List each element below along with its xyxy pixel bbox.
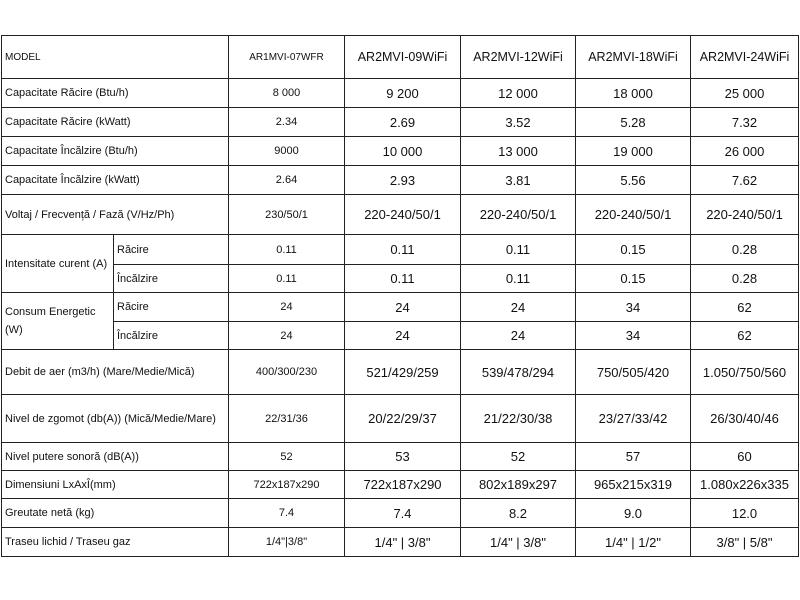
table-row xyxy=(2,79,799,108)
table-cell: 19 000 xyxy=(576,137,691,166)
table-cell: 20/22/29/37 xyxy=(345,395,461,443)
table-cell: 1/4" | 3/8" xyxy=(345,528,461,557)
table-cell: 1/4" | 1/2" xyxy=(576,528,691,557)
model-name: AR1MVI-07WFR xyxy=(229,36,345,79)
table-cell: 62 xyxy=(691,293,799,322)
table-row xyxy=(2,443,799,471)
row-label: Capacitate Răcire (Btu/h) xyxy=(2,79,229,108)
table-row xyxy=(2,108,799,137)
table-cell: 24 xyxy=(229,322,345,350)
table-cell: 0.11 xyxy=(345,265,461,293)
table-cell: 57 xyxy=(576,443,691,471)
table-cell: 1.080x226x335 xyxy=(691,471,799,499)
table-cell: 8 000 xyxy=(229,79,345,108)
table-cell: 21/22/30/38 xyxy=(461,395,576,443)
row-label: Voltaj / Frecvență / Fază (V/Hz/Ph) xyxy=(2,195,229,235)
table-cell: 400/300/230 xyxy=(229,350,345,395)
table-cell: 539/478/294 xyxy=(461,350,576,395)
table-cell: 3.81 xyxy=(461,166,576,195)
model-header: MODEL xyxy=(2,36,229,79)
table-cell: 24 xyxy=(345,322,461,350)
row-label: Capacitate Încălzire (kWatt) xyxy=(2,166,229,195)
table-cell: 53 xyxy=(345,443,461,471)
table-cell: 7.4 xyxy=(229,499,345,528)
table-cell: 24 xyxy=(345,293,461,322)
table-cell: 5.28 xyxy=(576,108,691,137)
table-cell: 0.11 xyxy=(461,235,576,265)
row-sub-label: Încălzire xyxy=(114,322,229,350)
table-cell: 34 xyxy=(576,293,691,322)
table-cell: 2.64 xyxy=(229,166,345,195)
table-cell: 9000 xyxy=(229,137,345,166)
row-sub-label: Încălzire xyxy=(114,265,229,293)
table-row xyxy=(2,166,799,195)
row-label: Greutate netă (kg) xyxy=(2,499,229,528)
table-cell: 7.62 xyxy=(691,166,799,195)
row-label: Debit de aer (m3/h) (Mare/Medie/Mică) xyxy=(2,350,229,395)
table-cell: 722x187x290 xyxy=(345,471,461,499)
table-cell: 62 xyxy=(691,322,799,350)
table-cell: 0.28 xyxy=(691,265,799,293)
table-cell: 2.93 xyxy=(345,166,461,195)
table-cell: 26 000 xyxy=(691,137,799,166)
table-cell: 722x187x290 xyxy=(229,471,345,499)
table-cell: 0.11 xyxy=(461,265,576,293)
table-cell: 34 xyxy=(576,322,691,350)
table-cell: 10 000 xyxy=(345,137,461,166)
table-row xyxy=(2,528,799,557)
table-cell: 0.11 xyxy=(345,235,461,265)
table-cell: 24 xyxy=(461,293,576,322)
table-cell: 965x215x319 xyxy=(576,471,691,499)
row-label: Dimensiuni LxAxÎ(mm) xyxy=(2,471,229,499)
row-label: Capacitate Răcire (kWatt) xyxy=(2,108,229,137)
table-cell: 220-240/50/1 xyxy=(345,195,461,235)
table-cell: 13 000 xyxy=(461,137,576,166)
table-cell: 7.4 xyxy=(345,499,461,528)
table-cell: 8.2 xyxy=(461,499,576,528)
table-row xyxy=(2,235,799,265)
model-name: AR2MVI-18WiFi xyxy=(576,36,691,79)
table-row xyxy=(2,195,799,235)
row-label: Traseu lichid / Traseu gaz xyxy=(2,528,229,557)
table-cell: 18 000 xyxy=(576,79,691,108)
table-cell: 0.11 xyxy=(229,265,345,293)
table-cell: 12.0 xyxy=(691,499,799,528)
table-cell: 521/429/259 xyxy=(345,350,461,395)
table-row xyxy=(2,137,799,166)
table-cell: 220-240/50/1 xyxy=(691,195,799,235)
table-row xyxy=(2,350,799,395)
table-cell: 3/8" | 5/8" xyxy=(691,528,799,557)
row-sub-label: Răcire xyxy=(114,235,229,265)
table-cell: 5.56 xyxy=(576,166,691,195)
row-group-label: Consum Energetic (W) xyxy=(2,293,114,350)
model-name: AR2MVI-24WiFi xyxy=(691,36,799,79)
table-cell: 1/4" | 3/8" xyxy=(461,528,576,557)
table-row xyxy=(2,293,799,322)
table-cell: 52 xyxy=(461,443,576,471)
table-cell: 750/505/420 xyxy=(576,350,691,395)
table-cell: 0.15 xyxy=(576,265,691,293)
model-name: AR2MVI-12WiFi xyxy=(461,36,576,79)
table-row xyxy=(2,471,799,499)
table-cell: 25 000 xyxy=(691,79,799,108)
table-row xyxy=(2,499,799,528)
table-cell: 230/50/1 xyxy=(229,195,345,235)
table-row xyxy=(2,395,799,443)
table-cell: 0.15 xyxy=(576,235,691,265)
table-cell: 220-240/50/1 xyxy=(576,195,691,235)
table-cell: 9.0 xyxy=(576,499,691,528)
model-name: AR2MVI-09WiFi xyxy=(345,36,461,79)
table-cell: 24 xyxy=(229,293,345,322)
table-cell: 60 xyxy=(691,443,799,471)
table-cell: 52 xyxy=(229,443,345,471)
row-label: Nivel putere sonoră (dB(A)) xyxy=(2,443,229,471)
row-sub-label: Răcire xyxy=(114,293,229,322)
table-cell: 12 000 xyxy=(461,79,576,108)
table-cell: 7.32 xyxy=(691,108,799,137)
table-cell: 1/4"|3/8" xyxy=(229,528,345,557)
table-cell: 1.050/750/560 xyxy=(691,350,799,395)
table-cell: 0.11 xyxy=(229,235,345,265)
specifications-table xyxy=(1,35,799,557)
table-cell: 9 200 xyxy=(345,79,461,108)
table-cell: 802x189x297 xyxy=(461,471,576,499)
header-row xyxy=(2,36,799,79)
table-cell: 220-240/50/1 xyxy=(461,195,576,235)
table-cell: 2.34 xyxy=(229,108,345,137)
row-group-label: Intensitate curent (A) xyxy=(2,235,114,293)
table-cell: 0.28 xyxy=(691,235,799,265)
table-row xyxy=(2,322,799,350)
table-cell: 3.52 xyxy=(461,108,576,137)
table-cell: 2.69 xyxy=(345,108,461,137)
table-cell: 24 xyxy=(461,322,576,350)
table-cell: 23/27/33/42 xyxy=(576,395,691,443)
row-label: Capacitate Încălzire (Btu/h) xyxy=(2,137,229,166)
row-label: Nivel de zgomot (db(A)) (Mică/Medie/Mare) xyxy=(2,395,229,443)
table-cell: 22/31/36 xyxy=(229,395,345,443)
table-row xyxy=(2,265,799,293)
table-cell: 26/30/40/46 xyxy=(691,395,799,443)
